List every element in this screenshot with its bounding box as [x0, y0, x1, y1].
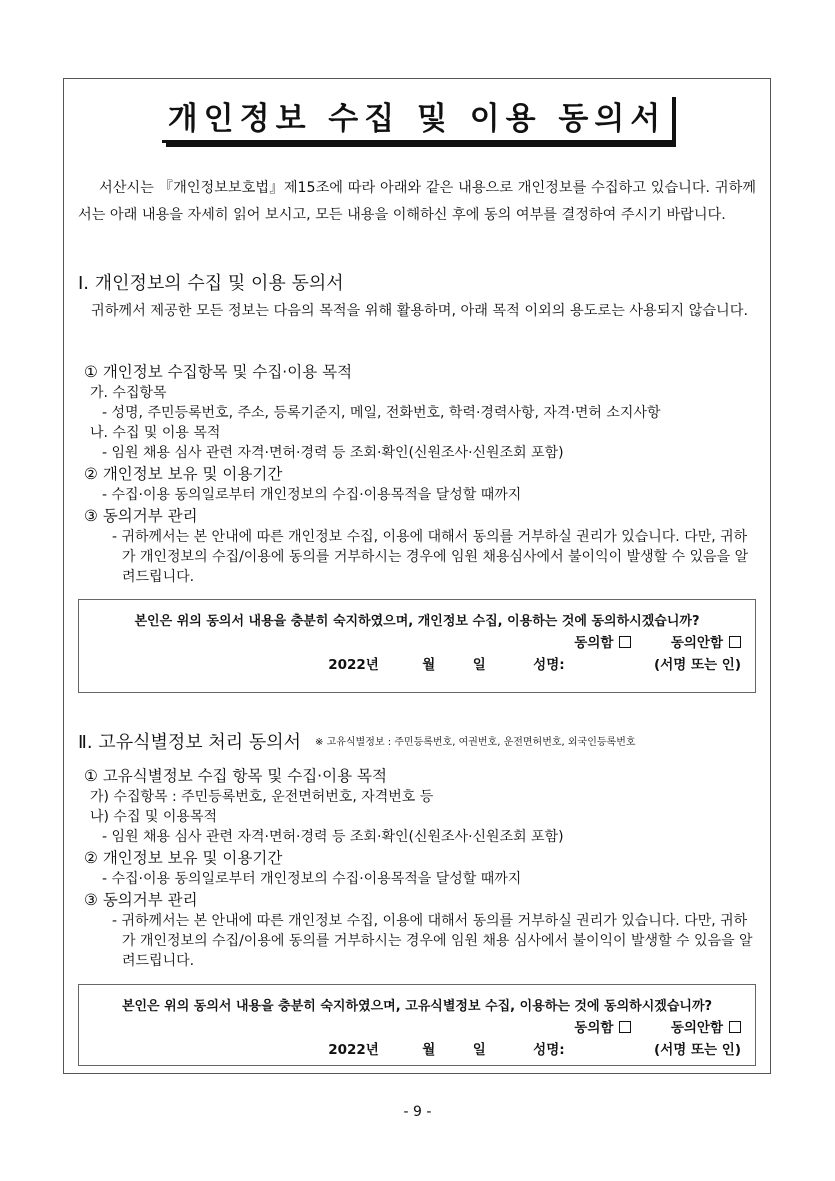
title-wrap — [64, 93, 770, 143]
consent2-day: 일 — [472, 1042, 486, 1058]
consent1-date-sign — [93, 654, 741, 676]
section1-item1-b: 나. 수집 및 이용 목적 — [90, 425, 221, 441]
section1-item1-title: ① 개인정보 수집항목 및 수집·이용 목적 — [84, 363, 353, 381]
section2-items — [84, 765, 754, 971]
consent2-agree-option[interactable]: 동의함 — [574, 1017, 631, 1039]
consent2-sign-label: 성명: — [533, 1042, 565, 1058]
section2-note: ※ 고유식별정보 : 주민등록번호, 여권번호, 운전면허번호, 외국인등록번호 — [315, 737, 636, 748]
consent2-year: 2022년 — [328, 1042, 379, 1058]
document-title: 개인정보 수집 및 이용 동의서 — [162, 93, 673, 143]
consent1-question: 본인은 위의 동의서 내용을 충분히 숙지하였으며, 개인정보 수집, 이용하는 것에 동의하시겠습니까? — [134, 614, 700, 629]
consent2-disagree-option[interactable]: 동의안함 — [671, 1017, 741, 1039]
consent1-sign-label: 성명: — [533, 657, 565, 673]
section1-item3-detail: - 귀하께서는 본 안내에 따른 개인정보 수집, 이용에 대해서 동의를 거부하실 권리가 있습니다. 다만, 귀하가 개인정보의 수집/이용에 동의를 거부하시는 경우에 임원 채용심사에서 불이익이 발생할 수 있음을 알려드립니다. — [112, 529, 749, 585]
consent1-agree-checkbox[interactable] — [619, 636, 631, 648]
consent2-options — [93, 1017, 741, 1039]
consent2-agree-checkbox[interactable] — [619, 1021, 631, 1033]
consent1-options — [93, 632, 741, 654]
section1-description: 귀하께서 제공한 모든 정보는 다음의 목적을 위해 활용하며, 아래 목적 이외의 용도로는 사용되지 않습니다. — [91, 303, 748, 319]
section1-items — [84, 361, 754, 587]
section1-item1-a-detail: - 성명, 주민등록번호, 주소, 등록기준지, 메일, 전화번호, 학력·경력사항, 자격·면허 소지사항 — [102, 405, 661, 421]
consent1-sign-note: (서명 또는 인) — [654, 657, 741, 673]
consent2-disagree-checkbox[interactable] — [729, 1021, 741, 1033]
section1-item2-title: ② 개인정보 보유 및 이용기간 — [84, 465, 283, 483]
consent2-question: 본인은 위의 동의서 내용을 충분히 숙지하였으며, 고유식별정보 수집, 이용하는 것에 동의하시겠습니까? — [121, 999, 713, 1014]
consent1-day: 일 — [472, 657, 486, 673]
consent-box-2 — [78, 984, 756, 1066]
section2-item1-b: 나) 수집 및 이용목적 — [90, 809, 218, 825]
page-number: - 9 - — [403, 1104, 432, 1120]
consent2-date-sign — [93, 1039, 741, 1061]
section1-item2-detail: - 수집·이용 동의일로부터 개인정보의 수집·이용목적을 달성할 때까지 — [102, 487, 522, 503]
consent2-sign-note: (서명 또는 인) — [654, 1042, 741, 1058]
intro-paragraph: 서산시는 『개인정보보호법』제15조에 따라 아래와 같은 내용으로 개인정보를 수집하고 있습니다. 귀하께서는 아래 내용을 자세히 읽어 보시고, 모든 내용을 이해하신 후에 동의 여부를 결정하여 주시기 바랍니다. — [78, 180, 756, 223]
consent2-month: 월 — [422, 1042, 436, 1058]
document-frame — [63, 78, 771, 1074]
consent1-month: 월 — [422, 657, 436, 673]
consent1-disagree-option[interactable]: 동의안함 — [671, 632, 741, 654]
section2-item3-detail: - 귀하께서는 본 안내에 따른 개인정보 수집, 이용에 대해서 동의를 거부하실 권리가 있습니다. 다만, 귀하가 개인정보의 수집/이용에 동의를 거부하시는 경우에 임원 채용 심사에서 불이익이 발생할 수 있음을 알려드립니다. — [112, 913, 753, 969]
section1-item3-title: ③ 동의거부 관리 — [84, 507, 198, 525]
consent1-year: 2022년 — [328, 657, 379, 673]
section2-heading: Ⅱ. 고유식별정보 처리 동의서 — [78, 732, 302, 753]
section2-item3-title: ③ 동의거부 관리 — [84, 891, 198, 909]
section1-item1-a: 가. 수집항목 — [90, 385, 167, 401]
section2-item1-title: ① 고유식별정보 수집 항목 및 수집·이용 목적 — [84, 767, 387, 785]
section1-heading: Ⅰ. 개인정보의 수집 및 이용 동의서 — [78, 273, 344, 294]
section1-item1-b-detail: - 임원 채용 심사 관련 자격·면허·경력 등 조회·확인(신원조사·신원조회 포함) — [102, 445, 564, 461]
section2-heading-row — [78, 729, 756, 757]
section2-item1-a: 가) 수집항목 : 주민등록번호, 운전면허번호, 자격번호 등 — [90, 789, 434, 805]
consent1-agree-option[interactable]: 동의함 — [574, 632, 631, 654]
consent-box-1 — [78, 599, 756, 693]
section2-item2-title: ② 개인정보 보유 및 이용기간 — [84, 849, 283, 867]
section2-item1-b-detail: - 임원 채용 심사 관련 자격·면허·경력 등 조회·확인(신원조사·신원조회 포함) — [102, 829, 564, 845]
consent1-disagree-checkbox[interactable] — [729, 636, 741, 648]
section2-item2-detail: - 수집·이용 동의일로부터 개인정보의 수집·이용목적을 달성할 때까지 — [102, 871, 522, 887]
